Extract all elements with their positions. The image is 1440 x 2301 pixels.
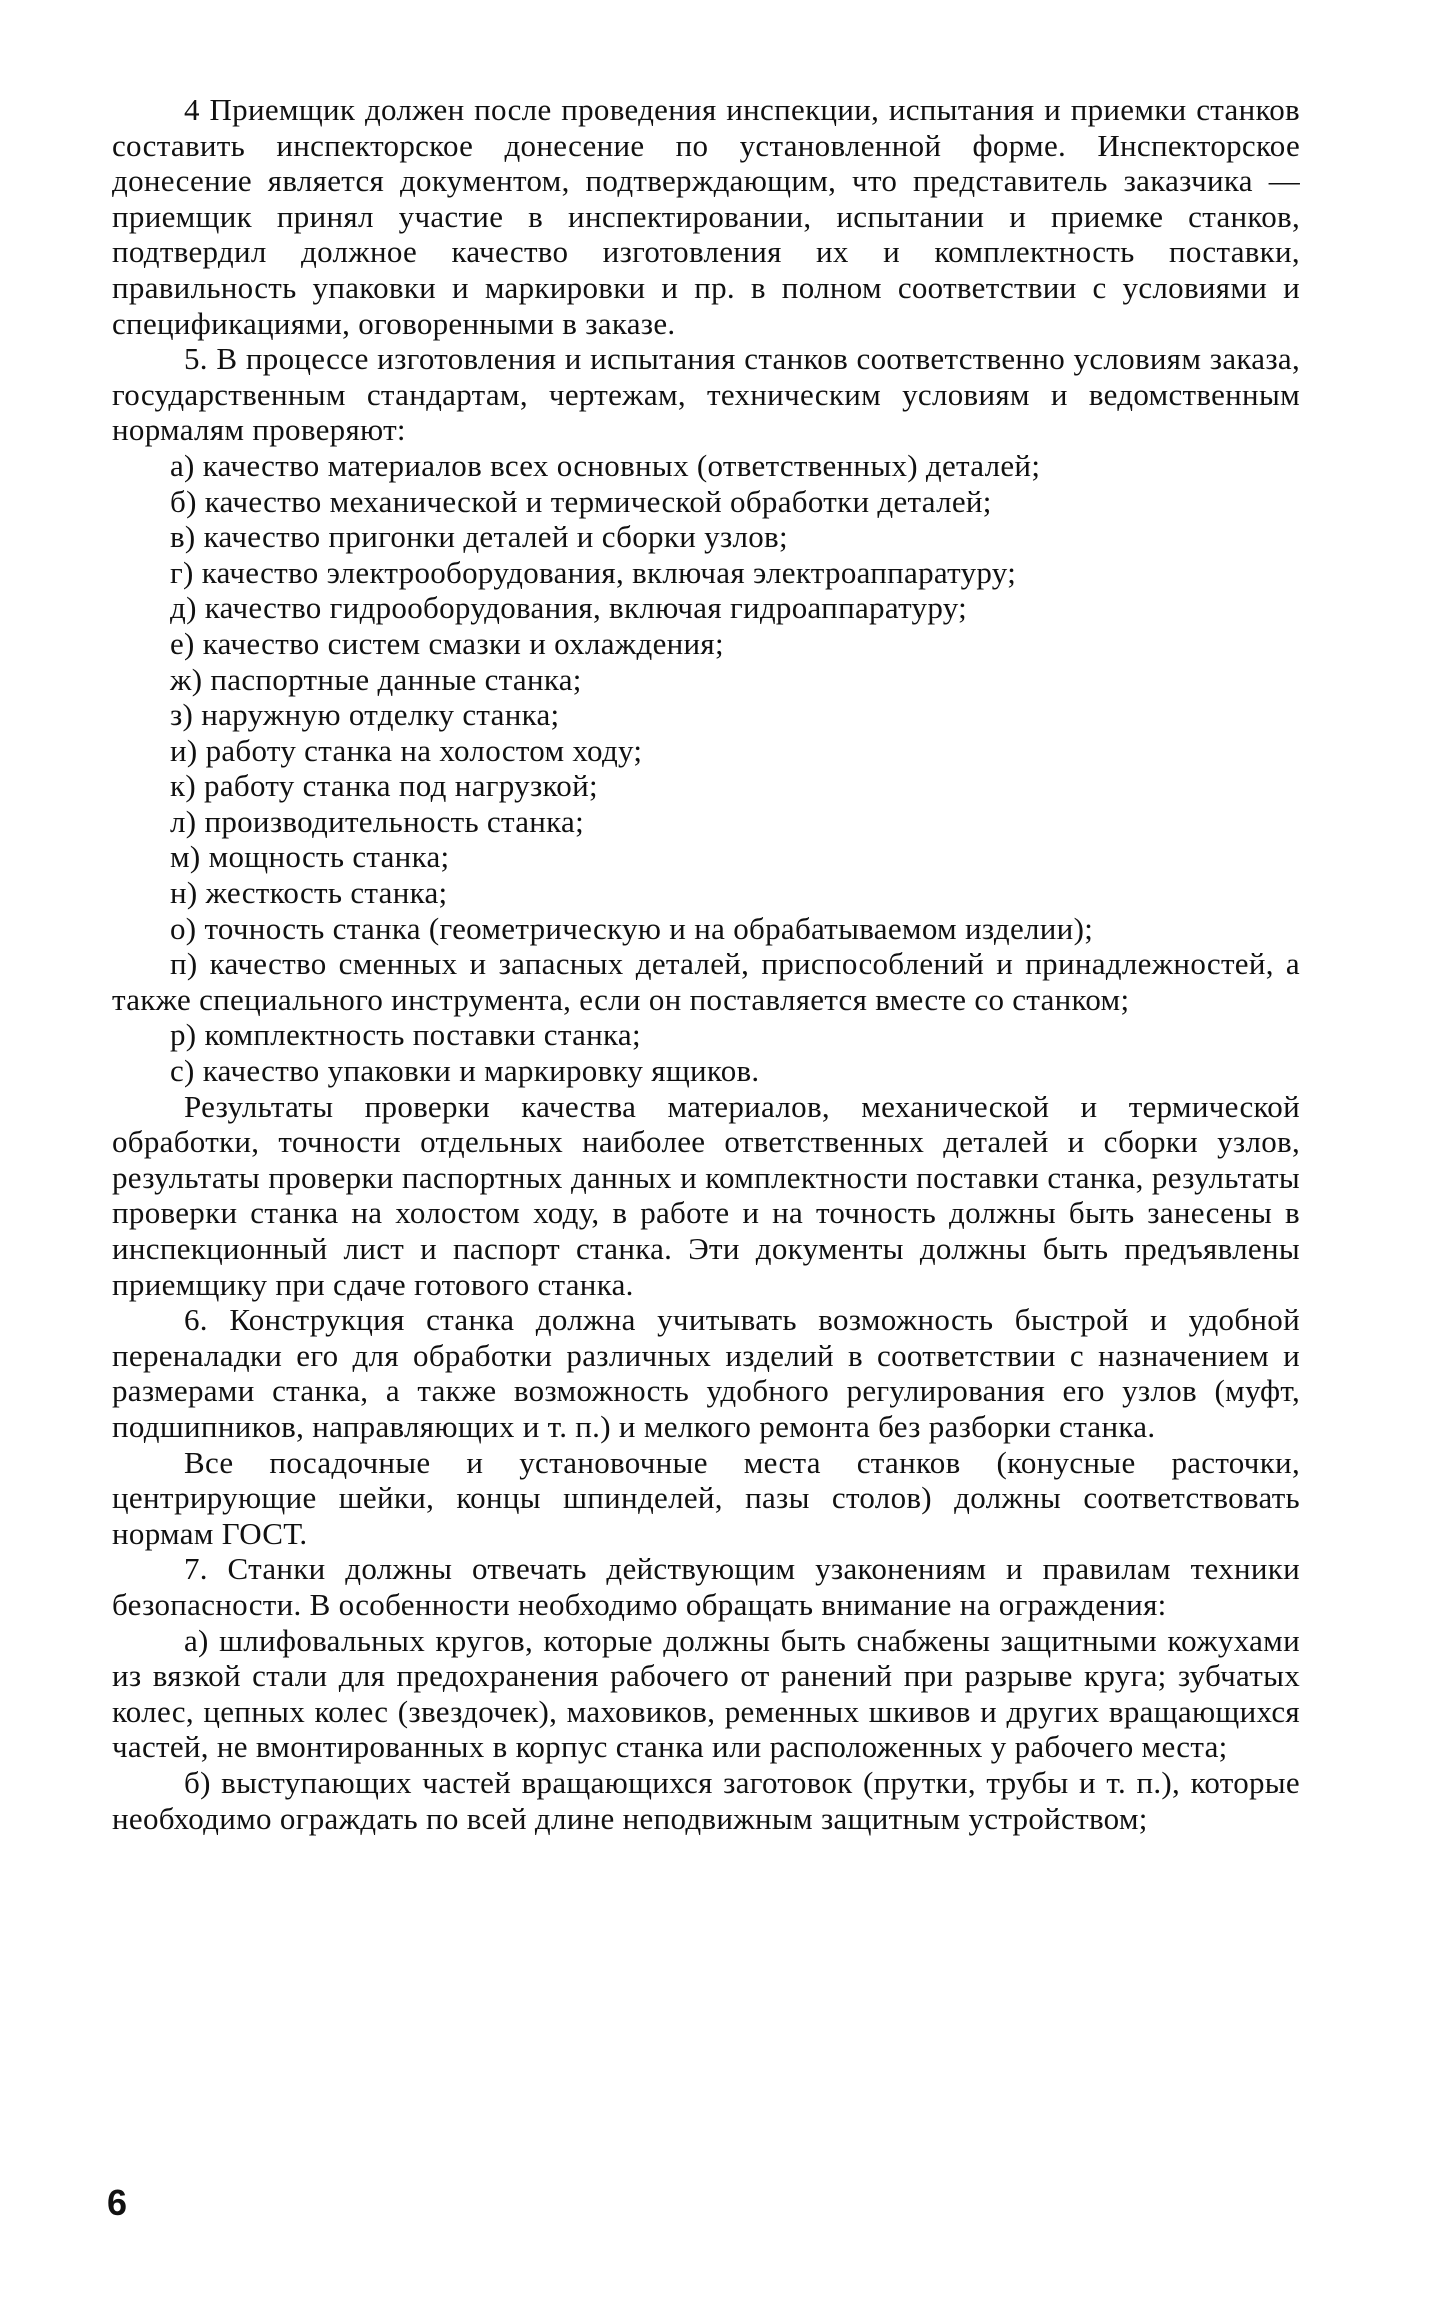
list-item: и) работу станка на холостом ходу; [170, 732, 643, 768]
paragraph-6: 6. Конструкция станка должна учитывать возможность быстрой и удобной переналадки его для обработки различных изделий в соответствии с назначением и размерами станка, а также возможность удобного регулирования его узлов (муфт, подшипников, направляющих и т. п.) и мелкого ремонта без разборки станка. [112, 1302, 1300, 1444]
list-item: о) точность станка (геометрическую и на обрабатываемом изделии); [170, 910, 1094, 946]
paragraph-5: 5. В процессе изготовления и испытания станков соответственно условиям заказа, государственным стандартам, чертежам, техническим условиям и ведомственным нормалям проверяют: [112, 341, 1300, 448]
list-item: е) качество систем смазки и охлаждения; [170, 625, 724, 661]
list-item: г) качество электрооборудования, включая электроаппаратуру; [170, 554, 1017, 590]
list-item: с) качество упаковки и маркировку ящиков. [170, 1053, 760, 1089]
list-item: м) мощность станка; [170, 839, 450, 875]
list-item: б) качество механической и термической обработки деталей; [170, 483, 992, 519]
paragraph-7: 7. Станки должны отвечать действующим узаконениям и правилам техники безопасности. В особенности необходимо обращать внимание на ограждения: [112, 1551, 1300, 1622]
list-item: р) комплектность поставки станка; [170, 1017, 641, 1053]
list-item: в) качество пригонки деталей и сборки узлов; [170, 519, 788, 555]
list-item: д) качество гидрооборудования, включая гидроаппаратуру; [170, 590, 968, 626]
list-item: з) наружную отделку станка; [170, 697, 560, 733]
page-number: 6 [107, 2182, 128, 2223]
list-item: л) производительность станка; [170, 803, 585, 839]
list-item: а) качество материалов всех основных (ответственных) деталей; [170, 447, 1041, 483]
list-item: п) качество сменных и запасных деталей, приспособлений и принадлежностей, а также специального инструмента, если он поставляется вместе со станком; [112, 946, 1300, 1017]
inspection-checklist [112, 448, 1300, 1089]
paragraph-6-gost: Все посадочные и установочные места станков (конусные расточки, центрирующие шейки, концы шпинделей, пазы столов) должны соответствовать нормам ГОСТ. [112, 1444, 1300, 1551]
list-item: ж) паспортные данные станка; [170, 661, 582, 697]
results-paragraph: Результаты проверки качества материалов, механической и термической обработки, точности отдельных наиболее ответственных деталей и сборки узлов, результаты проверки паспортных данных и комплектности поставки станка, результаты проверки станка на холостом ходу, в работе и на точность должны быть занесены в инспекционный лист и паспорт станка. Эти документы должны быть предъявлены приемщику при сдаче готового станка. [112, 1088, 1300, 1302]
paragraph-7-item-b: б) выступающих частей вращающихся заготовок (прутки, трубы и т. п.), которые необходимо ограждать по всей длине неподвижным защитным устройством; [112, 1764, 1300, 1836]
list-item: н) жесткость станка; [170, 875, 448, 911]
document-body [112, 92, 1300, 1836]
paragraph-7-item-a: а) шлифовальных кругов, которые должны быть снабжены защитными кожухами из вязкой стали для предохранения рабочего от ранений при разрыве круга; зубчатых колес, цепных колес (звездочек), маховиков, ременных шкивов и других вращающихся частей, не вмонтированных в корпус станка или расположенных у рабочего места; [112, 1622, 1300, 1765]
paragraph-4: 4 Приемщик должен после проведения инспекции, испытания и приемки станков составить инспекторское донесение по установленной форме. Инспекторское донесение является документом, подтверждающим, что представитель заказчика — приемщик принял участие в инспектировании, испытании и приемке станков, подтвердил должное качество изготовления их и комплектность поставки, правильность упаковки и маркировки и пр. в полном соответствии с условиями и спецификациями, оговоренными в заказе. [112, 92, 1300, 341]
list-item: к) работу станка под нагрузкой; [170, 768, 598, 804]
